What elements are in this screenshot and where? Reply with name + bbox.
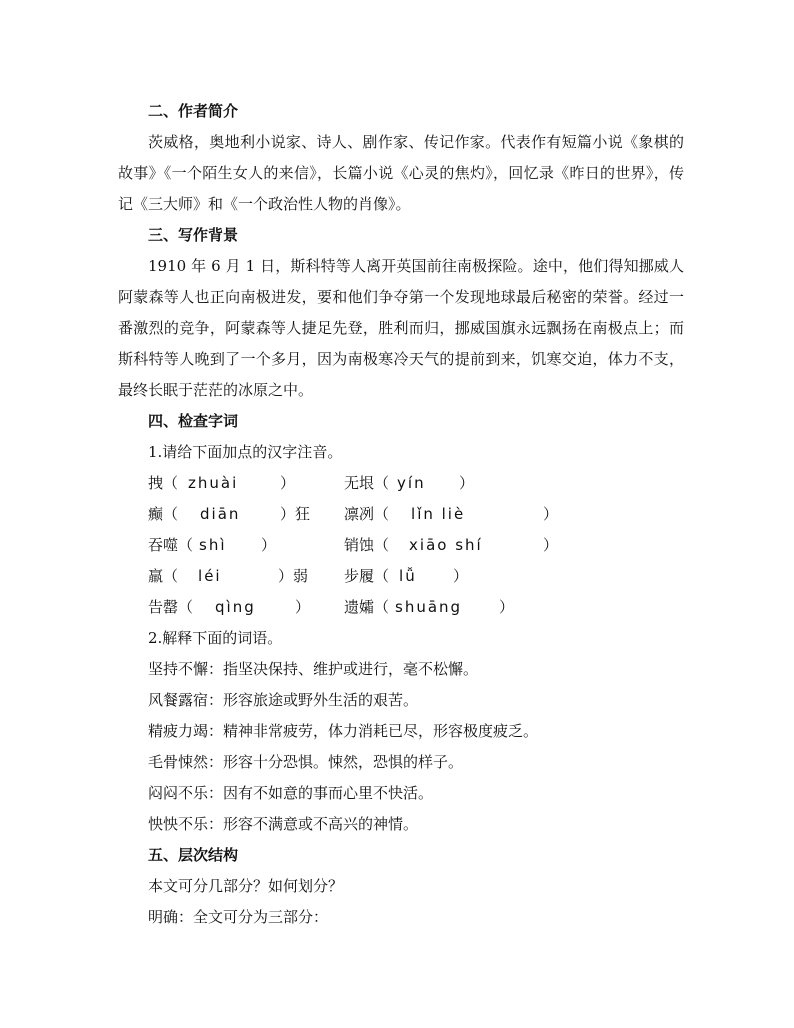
pinyin-word: 拽 — [148, 474, 164, 492]
pinyin-answer: xiāo shí — [409, 536, 483, 554]
pinyin-item — [344, 499, 558, 530]
structure-answer: 明确：全文可分为三部分： — [148, 908, 329, 926]
pinyin-answer: shuāng — [395, 598, 463, 616]
definition-meaning: ：形容十分恐惧。悚然，恐惧的样子。 — [208, 753, 464, 771]
open-paren: （ — [374, 474, 390, 492]
pinyin-suffix: 狂 — [295, 505, 311, 523]
definition-term: 闷闷不乐 — [148, 784, 209, 802]
open-paren: （ — [374, 567, 390, 585]
pinyin-row — [118, 468, 684, 499]
pinyin-row — [118, 561, 684, 592]
definition-term: 毛骨悚然 — [148, 753, 209, 771]
pinyin-answer: qìng — [215, 598, 256, 616]
section-heading-background: 三、写作背景 — [148, 226, 239, 244]
pinyin-answer: shì — [199, 536, 227, 554]
close-paren: ） — [459, 474, 475, 492]
pinyin-word: 无垠 — [344, 474, 375, 492]
pinyin-answer: léi — [198, 567, 222, 585]
pinyin-item — [148, 592, 344, 623]
document-content — [118, 96, 684, 933]
pinyin-row — [118, 592, 684, 623]
definition-meaning: ：形容旅途或野外生活的艰苦。 — [208, 691, 419, 709]
pinyin-answer: zhuài — [188, 474, 239, 492]
author-paragraph: 茨威格，奥地利小说家、诗人、剧作家、传记作家。代表作有短篇小说《象棋的故事》《一个陌生女人的来信》，长篇小说《心灵的焦灼》，回忆录《昨日的世界》，传记《三大师》和《一个政治性人物的肖像》。 — [118, 133, 684, 213]
open-paren: （ — [374, 536, 390, 554]
definition-meaning: ：指坚决保持、维护或进行，毫不松懈。 — [208, 660, 479, 678]
pinyin-answer: yín — [397, 474, 426, 492]
section-heading-author: 二、作者简介 — [148, 102, 239, 120]
pinyin-item — [344, 561, 468, 592]
pinyin-word: 羸 — [148, 567, 164, 585]
pinyin-row — [118, 530, 684, 561]
open-paren: （ — [374, 505, 390, 523]
definition-item — [118, 747, 684, 778]
definition-item — [118, 778, 684, 809]
close-paren: ） — [543, 536, 559, 554]
definition-item — [118, 654, 684, 685]
pinyin-item — [344, 592, 514, 623]
definition-term: 坚持不懈 — [148, 660, 209, 678]
pinyin-word: 遗孀 — [344, 598, 375, 616]
close-paren: ） — [499, 598, 515, 616]
pinyin-suffix: 弱 — [293, 567, 309, 585]
pinyin-item — [148, 561, 344, 592]
question-pinyin: 1.请给下面加点的汉字注音。 — [148, 443, 343, 461]
pinyin-word: 告罄 — [148, 598, 179, 616]
background-paragraph: 1910 年 6 月 1 日，斯科特等人离开英国前往南极探险。途中，他们得知挪威人阿蒙森等人也正向南极进发，要和他们争夺第一个发现地球最后秘密的荣誉。经过一番激烈的竞争，阿蒙森等人捷足先登，胜利而归，挪威国旗永远飘扬在南极点上；而斯科特等人晚到了一个多月，因为南极寒冷天气的提前到来，饥寒交迫，体力不支，最终长眠于茫茫的冰原之中。 — [118, 257, 684, 399]
definition-meaning: ：精神非常疲劳，体力消耗已尽，形容极度疲乏。 — [208, 722, 539, 740]
definition-item — [118, 685, 684, 716]
close-paren: ） — [280, 505, 296, 523]
pinyin-item — [148, 530, 344, 561]
pinyin-item — [344, 468, 474, 499]
close-paren: ） — [453, 567, 469, 585]
close-paren: ） — [543, 505, 559, 523]
definition-term: 怏怏不乐 — [148, 815, 209, 833]
open-paren: （ — [163, 567, 179, 585]
open-paren: （ — [178, 536, 194, 554]
pinyin-answer: diān — [200, 505, 241, 523]
definition-item — [118, 809, 684, 840]
pinyin-answer: lǚ — [399, 567, 417, 585]
section-heading-words: 四、检查字词 — [148, 412, 239, 430]
pinyin-item — [344, 530, 558, 561]
section-heading-structure: 五、层次结构 — [148, 846, 239, 864]
question-definitions: 2.解释下面的词语。 — [148, 629, 283, 647]
close-paren: ） — [278, 567, 294, 585]
pinyin-row — [118, 499, 684, 530]
pinyin-answer: lǐn liè — [411, 505, 466, 523]
pinyin-item — [148, 499, 344, 530]
open-paren: （ — [163, 505, 179, 523]
close-paren: ） — [295, 598, 311, 616]
pinyin-word: 步履 — [344, 567, 375, 585]
open-paren: （ — [178, 598, 194, 616]
definition-meaning: ：形容不满意或不高兴的神情。 — [208, 815, 419, 833]
close-paren: ） — [261, 536, 277, 554]
pinyin-word: 销蚀 — [344, 536, 375, 554]
open-paren: （ — [163, 474, 179, 492]
definition-item — [118, 716, 684, 747]
definition-term: 精疲力竭 — [148, 722, 209, 740]
definition-term: 风餐露宿 — [148, 691, 209, 709]
pinyin-word: 癫 — [148, 505, 164, 523]
close-paren: ） — [280, 474, 296, 492]
open-paren: （ — [374, 598, 390, 616]
definition-meaning: ：因有不如意的事而心里不快活。 — [208, 784, 434, 802]
structure-question: 本文可分几部分？如何划分？ — [148, 877, 344, 895]
pinyin-item — [148, 468, 344, 499]
pinyin-word: 吞噬 — [148, 536, 179, 554]
pinyin-word: 凛冽 — [344, 505, 375, 523]
